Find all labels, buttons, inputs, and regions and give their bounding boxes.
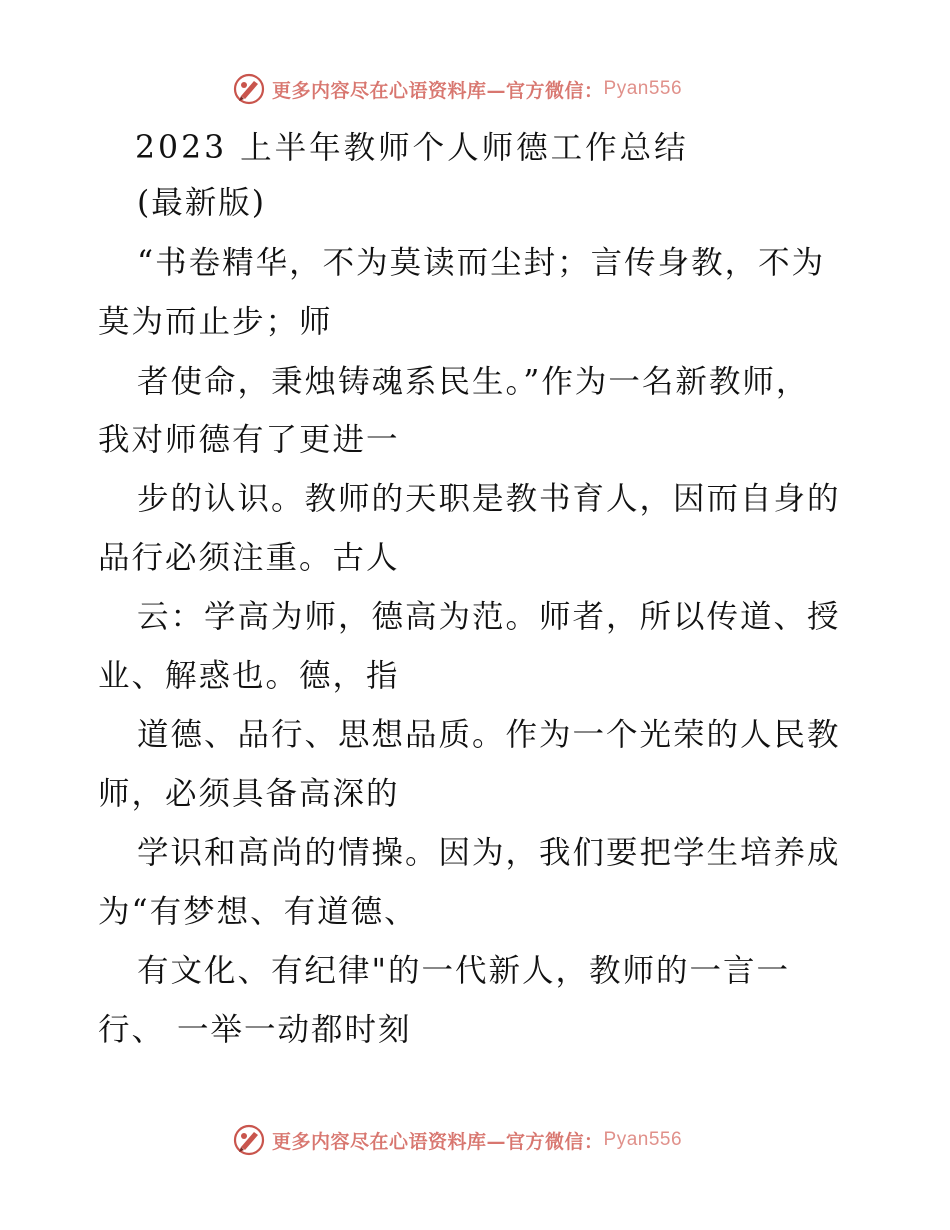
body-line: 师，必须具备高深的 (98, 776, 400, 812)
body-line: 道德、品行、思想品质。作为一个光荣的人民教 (137, 717, 841, 753)
body-line: “书卷精华，不为莫读而尘封；言传身教，不为 (137, 245, 826, 281)
body-line: 业、解惑也。德，指 (98, 658, 400, 694)
footer-watermark (232, 1123, 682, 1157)
footer-watermark-text: 更多内容尽在心语资料库—官方微信： (272, 1130, 604, 1153)
body-line: 品行必须注重。古人 (98, 540, 400, 576)
pen-logo-icon (232, 1123, 266, 1157)
document-subtitle: (最新版) (137, 185, 267, 221)
document-title: 2023 上半年教师个人师德工作总结 (135, 130, 689, 166)
body-line: 行、 一举一动都时刻 (98, 1012, 412, 1048)
body-line: 云：学高为师，德高为范。师者，所以传道、授 (137, 599, 841, 635)
footer-watermark-id: Pyan556 (603, 1129, 683, 1150)
header-watermark (232, 72, 682, 106)
body-line: 莫为而止步；师 (98, 304, 333, 340)
body-line: 者使命，秉烛铸魂系民生。”作为一名新教师， (137, 364, 810, 400)
body-line: 我对师德有了更进一 (98, 422, 400, 458)
body-line: 为“有梦想、有道德、 (98, 894, 418, 930)
header-watermark-text: 更多内容尽在心语资料库—官方微信： (272, 79, 604, 102)
body-line: 有文化、有纪律"的一代新人，教师的一言一 (137, 953, 790, 989)
body-line: 学识和高尚的情操。因为，我们要把学生培养成 (137, 835, 841, 871)
body-line: 步的认识。教师的天职是教书育人，因而自身的 (137, 481, 841, 517)
pen-logo-icon (232, 72, 266, 106)
header-watermark-id: Pyan556 (603, 78, 683, 99)
